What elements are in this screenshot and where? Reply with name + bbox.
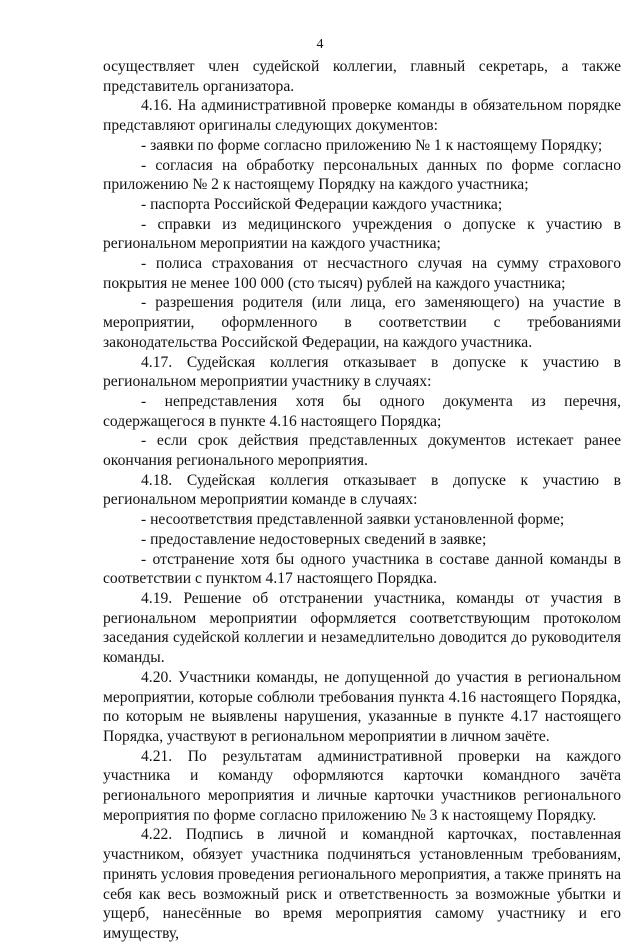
paragraph-continuation: осуществляет член судейской коллегии, главный секретарь, а также представитель организатора.	[103, 58, 621, 95]
paragraph-4-19: 4.19. Решение об отстранении участника, команды от участия в региональном мероприятии оформляется соответствующим протоколом заседания судейской коллегии и незамедлительно доводится до руководителя команды.	[103, 589, 621, 667]
list-item-consent: - согласия на обработку персональных данных по форме согласно приложению № 2 к настоящему Порядку на каждого участника;	[103, 156, 621, 194]
paragraph-4-18: 4.18. Судейская коллегия отказывает в допуске к участию в региональном мероприятии команде в случаях:	[103, 471, 621, 509]
list-item-participant-removal: - отстранение хотя бы одного участника в составе данной команды в соответствии с пунктом 4.17 настоящего Порядка.	[103, 550, 621, 588]
list-item-passport: - паспорта Российской Федерации каждого участника;	[141, 195, 503, 213]
list-item-missing-document: - непредставления хотя бы одного документа из перечня, содержащегося в пункте 4.16 настоящего Порядка;	[103, 392, 621, 430]
paragraph-4-22: 4.22. Подпись в личной и командной карточках, поставленная участником, обязует участника подчиняться установленным требованиям, принять условия проведения регионального мероприятия, а также принять на себя как весь возможный риск и ответственность за возможные убытки и ущерб, нанесённые во время мероприятия самому участнику и его имуществу,	[103, 826, 621, 942]
paragraph-4-20: 4.20. Участники команды, не допущенной до участия в региональном мероприятии, которые соблюли требования пункта 4.16 настоящего Порядка, по которым не выявлены нарушения, указанные в пункте 4.17 настоящего Порядка, участвуют в региональном мероприятии в личном зачёте.	[103, 668, 621, 745]
list-item-parent-permission: - разрешения родителя (или лица, его заменяющего) на участие в мероприятии, оформленного в соответствии с требованиями законодательства Российской Федерации, на каждого участника.	[103, 294, 621, 351]
paragraph-4-17: 4.17. Судейская коллегия отказывает в допуске к участию в региональном мероприятии участнику в случаях:	[103, 353, 621, 391]
paragraph-4-16: 4.16. На административной проверке команды в обязательном порядке представляют оригиналы следующих документов:	[103, 97, 621, 135]
list-item-false-info: - предоставление недостоверных сведений в заявке;	[141, 530, 487, 548]
list-item-expired-document: - если срок действия представленных документов истекает ранее окончания регионального мероприятия.	[103, 432, 621, 470]
list-item-insurance: - полиса страхования от несчастного случая на сумму страхового покрытия не менее 100 000 (сто тысяч) рублей на каждого участника;	[103, 255, 621, 292]
document-body	[103, 57, 621, 944]
list-item-medical: - справки из медицинского учреждения о допуске к участию в региональном мероприятии на каждого участника;	[103, 215, 621, 253]
list-item-form-mismatch: - несоответствия представленной заявки установленной форме;	[141, 511, 565, 529]
paragraph-4-21: 4.21. По результатам административной проверки на каждого участника и команду оформляются карточки командного зачёта регионального мероприятия и личные карточки участников регионального мероприятия по форме согласно приложению № 3 к настоящему Порядку.	[103, 747, 621, 824]
list-item-application: - заявки по форме согласно приложению № 1 к настоящему Порядку;	[141, 136, 603, 154]
page-number: 4	[316, 37, 324, 52]
